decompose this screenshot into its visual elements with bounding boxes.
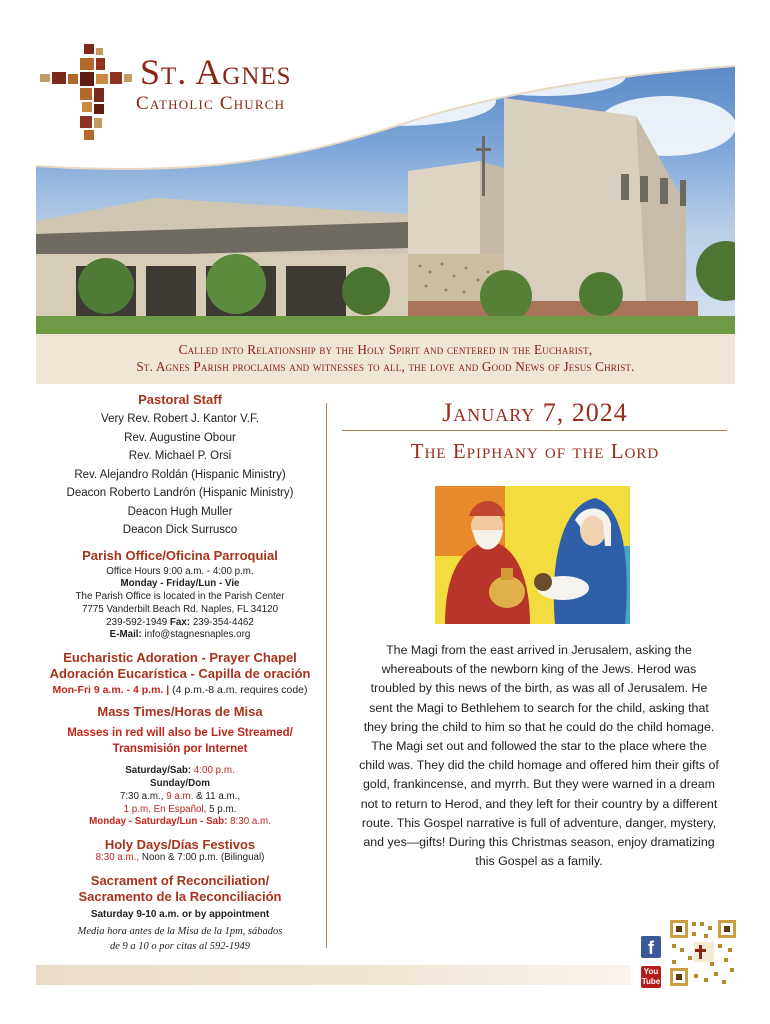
staff-member: Deacon Roberto Landrón (Hispanic Ministry): [66, 487, 294, 499]
parish-office-info: [40, 566, 320, 643]
office-phone-line: [40, 617, 320, 630]
mission-line-2: St. Agnes Parish proclaims and witnesses to all, the love and Good News of Jesus Christ.: [136, 359, 635, 374]
reconciliation-heading-en: Sacrament of Reconciliation/: [90, 873, 270, 889]
office-address: 7775 Vanderbilt Beach Rd. Naples, FL 34120: [81, 603, 279, 615]
info-column: [40, 392, 320, 954]
sunday-label: Sunday/Dom: [150, 778, 210, 790]
mass-times-heading: Mass Times/Horas de Misa: [97, 704, 263, 720]
sunday-times: [40, 791, 320, 804]
saturday-mass: [40, 765, 320, 778]
sunday-time: 9 a.m.: [166, 790, 194, 802]
saturday-time: 4:00 p.m.: [193, 765, 235, 777]
adoration-hours: Mon-Fri 9 a.m. - 4 p.m.: [52, 684, 164, 697]
weekday-time: 8:30 a.m.: [230, 816, 271, 828]
qr-code[interactable]: [668, 918, 738, 988]
bulletin-reflection: The Magi from the east arrived in Jerusalem, asking the whereabouts of the newborn king of the Jews. Herod was troubled by this news of the birth, as was all of Jerusalem. He sent the Magi to Bethlehem to search for the child, asking that they bring the child to him so that he could do the child homage. The Magi set out and followed the star to the place where the child was. They did the child homage and offered him their gifts of gold, frankincense, and myrrh. But they were warned in a dream not to return to Herod, and they left for their country by a different route. This Gospel narrative is full of adventure, danger, mystery, and yes—gifts! During this Christmas season, enjoy dramatizing this Gospel as a family.: [359, 643, 719, 869]
reconciliation-heading-es: Sacramento de la Reconciliación: [78, 889, 282, 905]
feast-title: The Epiphany of the Lord: [410, 439, 660, 463]
staff-member: Very Rev. Robert J. Kantor V.F.: [101, 413, 259, 425]
livestream-line-2: Transmisión por Internet: [112, 743, 248, 756]
footer-bar: [36, 965, 631, 985]
reconciliation-note-line: de 9 a 10 o por citas al 592-1949: [110, 941, 250, 953]
mission-line-1: Called into Relationship by the Holy Spirit and centered in the Eucharist,: [178, 342, 593, 357]
holy-day-time: Noon & 7:00 p.m. (Bilingual): [141, 852, 265, 864]
office-hours: Office Hours 9:00 a.m. - 4:00 p.m.: [106, 565, 254, 577]
holy-day-time: 8:30 a.m.,: [95, 852, 140, 864]
adoration-heading-en: Eucharistic Adoration - Prayer Chapel: [63, 650, 297, 666]
adoration-heading-es: Adoración Eucarística - Capilla de oración: [49, 666, 311, 682]
weekday-label: Monday - Saturday/Lun - Sab:: [89, 816, 228, 828]
staff-member: Deacon Hugh Muller: [127, 505, 233, 518]
office-location: The Parish Office is located in the Parish Center: [75, 591, 285, 603]
sunday-time: 7:30 a.m.,: [119, 790, 164, 802]
sunday-times: [40, 804, 320, 817]
weekday-mass: [40, 816, 320, 829]
livestream-line-1: Masses in red will also be Live Streamed/: [67, 727, 293, 740]
mission-statement: [36, 334, 735, 384]
office-phone: 239-592-1949: [106, 616, 168, 628]
youtube-icon-tube: Tube: [641, 977, 661, 986]
office-email-line: [40, 629, 320, 642]
church-name: St. Agnes: [140, 52, 292, 92]
parish-office-heading: Parish Office/Oficina Parroquial: [82, 547, 278, 563]
reconciliation-heading: [40, 873, 320, 905]
office-days: Monday - Friday/Lun - Vie: [120, 578, 240, 590]
staff-member: Deacon Dick Surrusco: [122, 524, 238, 536]
saturday-label: Saturday/Sab:: [125, 765, 192, 777]
header-banner: [36, 36, 735, 384]
livestream-note: [40, 725, 320, 757]
holy-days-heading: Holy Days/Días Festivos: [104, 837, 256, 853]
bulletin-date: January 7, 2024: [442, 398, 628, 427]
sunday-time: 1 p.m. En Español,: [123, 803, 207, 815]
staff-member: Rev. Michael P. Orsi: [128, 450, 232, 462]
staff-member: Rev. Augustine Obour: [124, 431, 236, 444]
epiphany-illustration: [435, 486, 630, 624]
reconciliation-note-line: Media hora antes de la Misa de la 1pm, sábados: [77, 926, 283, 938]
adoration-heading: [40, 650, 320, 682]
date-rule: [342, 430, 727, 431]
office-fax: 239-354-4462: [192, 616, 254, 628]
column-divider: [326, 403, 327, 948]
facebook-icon[interactable]: f: [641, 936, 661, 958]
office-email-link[interactable]: info@stagnesnaples.org: [144, 629, 251, 641]
mass-schedule: [40, 765, 320, 829]
sunday-time: 5 p.m.: [209, 803, 237, 815]
reconciliation-times: Saturday 9-10 a.m. or by appointment: [90, 909, 270, 921]
adoration-note: (4 p.m.-8 a.m. requires code): [172, 684, 308, 697]
staff-member: Rev. Alejandro Roldán (Hispanic Ministry): [74, 468, 286, 481]
adoration-separator: |: [163, 684, 173, 697]
reconciliation-note: [40, 924, 320, 954]
youtube-icon-you: You: [643, 967, 659, 976]
adoration-times: [40, 684, 320, 696]
fax-label: Fax:: [169, 616, 191, 628]
holy-days-times: [40, 852, 320, 865]
email-label: E-Mail:: [109, 629, 142, 641]
staff-list: [40, 410, 320, 540]
pastoral-staff-heading: Pastoral Staff: [138, 392, 222, 407]
sunday-time: & 11 a.m.,: [196, 790, 241, 802]
church-subtitle: Catholic Church: [136, 93, 286, 114]
youtube-icon[interactable]: [641, 966, 661, 988]
